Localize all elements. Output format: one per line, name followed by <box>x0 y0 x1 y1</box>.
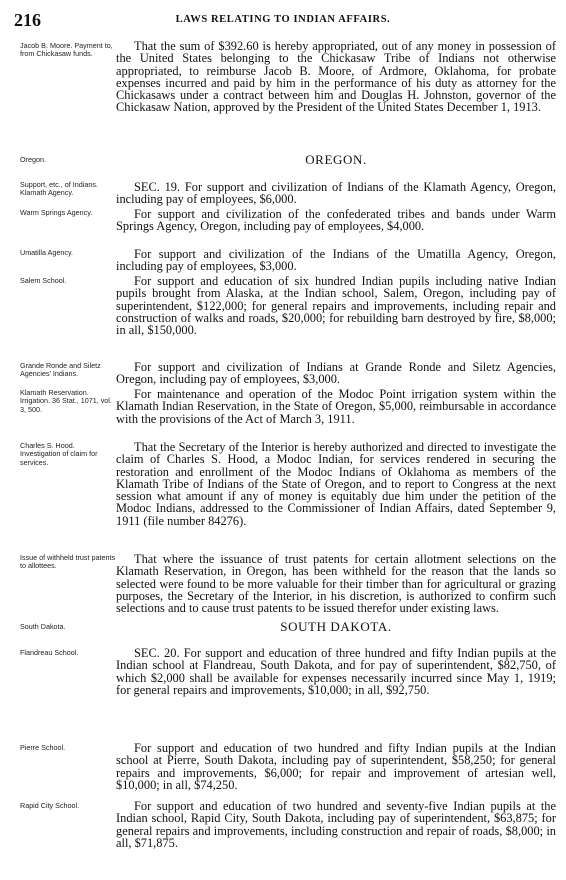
margin-note: Flandreau School. <box>20 648 79 657</box>
paragraph: SEC. 19. For support and civilization of Indians of the Klamath Agency, Oregon, including pay of employees, $6,000. <box>116 180 556 207</box>
margin-note: Oregon. <box>20 155 46 164</box>
paragraph: For support and education of six hundred Indian pupils including native Indian pupils brought from Alaska, at the Indian school, Salem, Oregon, including pay of superintendent, $122,000; for general repairs and improvements, including repair and construction of walks and roads, $20,000; for rebuilding barn destroyed by fire, $8,000; in all, $150,000. <box>116 274 556 338</box>
running-title: LAWS RELATING TO INDIAN AFFAIRS. <box>175 14 391 25</box>
section-heading: SOUTH DAKOTA. <box>280 619 392 634</box>
paragraph: That the Secretary of the Interior is hereby authorized and directed to investigate the claim of Charles S. Hood, a Modoc Indian, for services rendered in securing the restoration and enrollment of the Modoc Indians of Oklahoma as members of the Klamath Tribe of Indians of the State of Oregon, and to report to Congress at the next session what amount if any of money is equitably due him under the petition of the Modoc Indians, addressed to the Commissioner of Indian Affairs, dated September 9, 1911 (file number 84276). <box>116 440 556 528</box>
margin-note: Jacob B. Moore. Payment to, from Chickasaw funds. <box>20 41 113 59</box>
margin-note: Rapid City School. <box>20 801 80 810</box>
paragraph: That where the issuance of trust patents for certain allotment selections on the Klamath Reservation, in Oregon, has been withheld for the reason that the lands so selected were found to be more valuable for their timber than for agricultural or grazing purposes, the Secretary of the Interior, in his discretion, is authorized to confirm such selections and to cause trust patents to be issued therefor under existing laws. <box>116 552 556 616</box>
section-heading: OREGON. <box>305 152 367 167</box>
margin-note: Pierre School. <box>20 743 66 752</box>
paragraph: For support and civilization of Indians at Grande Ronde and Siletz Agencies, Oregon, including pay of employees, $3,000. <box>116 360 556 387</box>
page-number: 216 <box>14 10 41 30</box>
page-header <box>14 10 552 30</box>
paragraph: For support and civilization of the Indians of the Umatilla Agency, Oregon, including pay of employees, $3,000. <box>116 247 556 274</box>
margin-note: South Dakota. <box>20 622 66 631</box>
paragraph: For support and education of two hundred and fifty Indian pupils at the Indian school at Pierre, South Dakota, including pay of superintendent, $58,250; for general repairs and improvements, $6,000; for repair and improvement of artesian well, $10,000; in all, $74,250. <box>116 741 556 792</box>
paragraph: For support and civilization of the confederated tribes and bands under Warm Springs Agency, Oregon, including pay of employees, $4,000. <box>116 207 556 234</box>
margin-note: Support, etc., of Indians. Klamath Agency. <box>20 180 98 198</box>
paragraph: That the sum of $392.60 is hereby appropriated, out of any money in possession of the United States belonging to the Chickasaw Tribe of Indians not otherwise appropriated, to reimburse Jacob B. Moore, of Ardmore, Oklahoma, for probate expenses incurred and paid by him in the performance of his duty as attorney for the Chickasaws under a contract between him and Douglas H. Johnston, governor of the Chickasaw Nation, approved by the President of the United States December 1, 1913. <box>116 39 556 115</box>
margin-note: Klamath Reservation. Irrigation. 36 Stat., 1071, vol. 3, 500. <box>20 388 112 414</box>
margin-note: Salem School. <box>20 276 67 285</box>
margin-note: Umatilla Agency. <box>20 248 73 257</box>
paragraph: For maintenance and operation of the Modoc Point irrigation system within the Klamath Indian Reservation, in the State of Oregon, $5,000, reimbursable in accordance with the provisions of the Act of March 3, 1911. <box>116 387 556 426</box>
paragraph: For support and education of two hundred and seventy-five Indian pupils at the Indian school, Rapid City, South Dakota, including pay of superintendent, $63,875; for general repairs and improvements, including construction and repair of roads, $8,000; in all, $71,875. <box>116 799 556 850</box>
paragraph: SEC. 20. For support and education of three hundred and fifty Indian pupils at the Indian school at Flandreau, South Dakota, and for pay of superintendent, $82,750, of which $2,000 shall be available for expenses necessarily incurred since May 1, 1919; for general repairs and improvements, $10,000; in all, $92,750. <box>116 646 556 697</box>
margin-note: Grande Ronde and Siletz Agencies' Indians. <box>20 361 101 379</box>
margin-note: Charles S. Hood. Investigation of claim for services. <box>20 441 98 467</box>
margin-note: Warm Springs Agency. <box>20 208 93 217</box>
margin-note: Issue of withheld trust patents to allottees. <box>20 553 116 571</box>
